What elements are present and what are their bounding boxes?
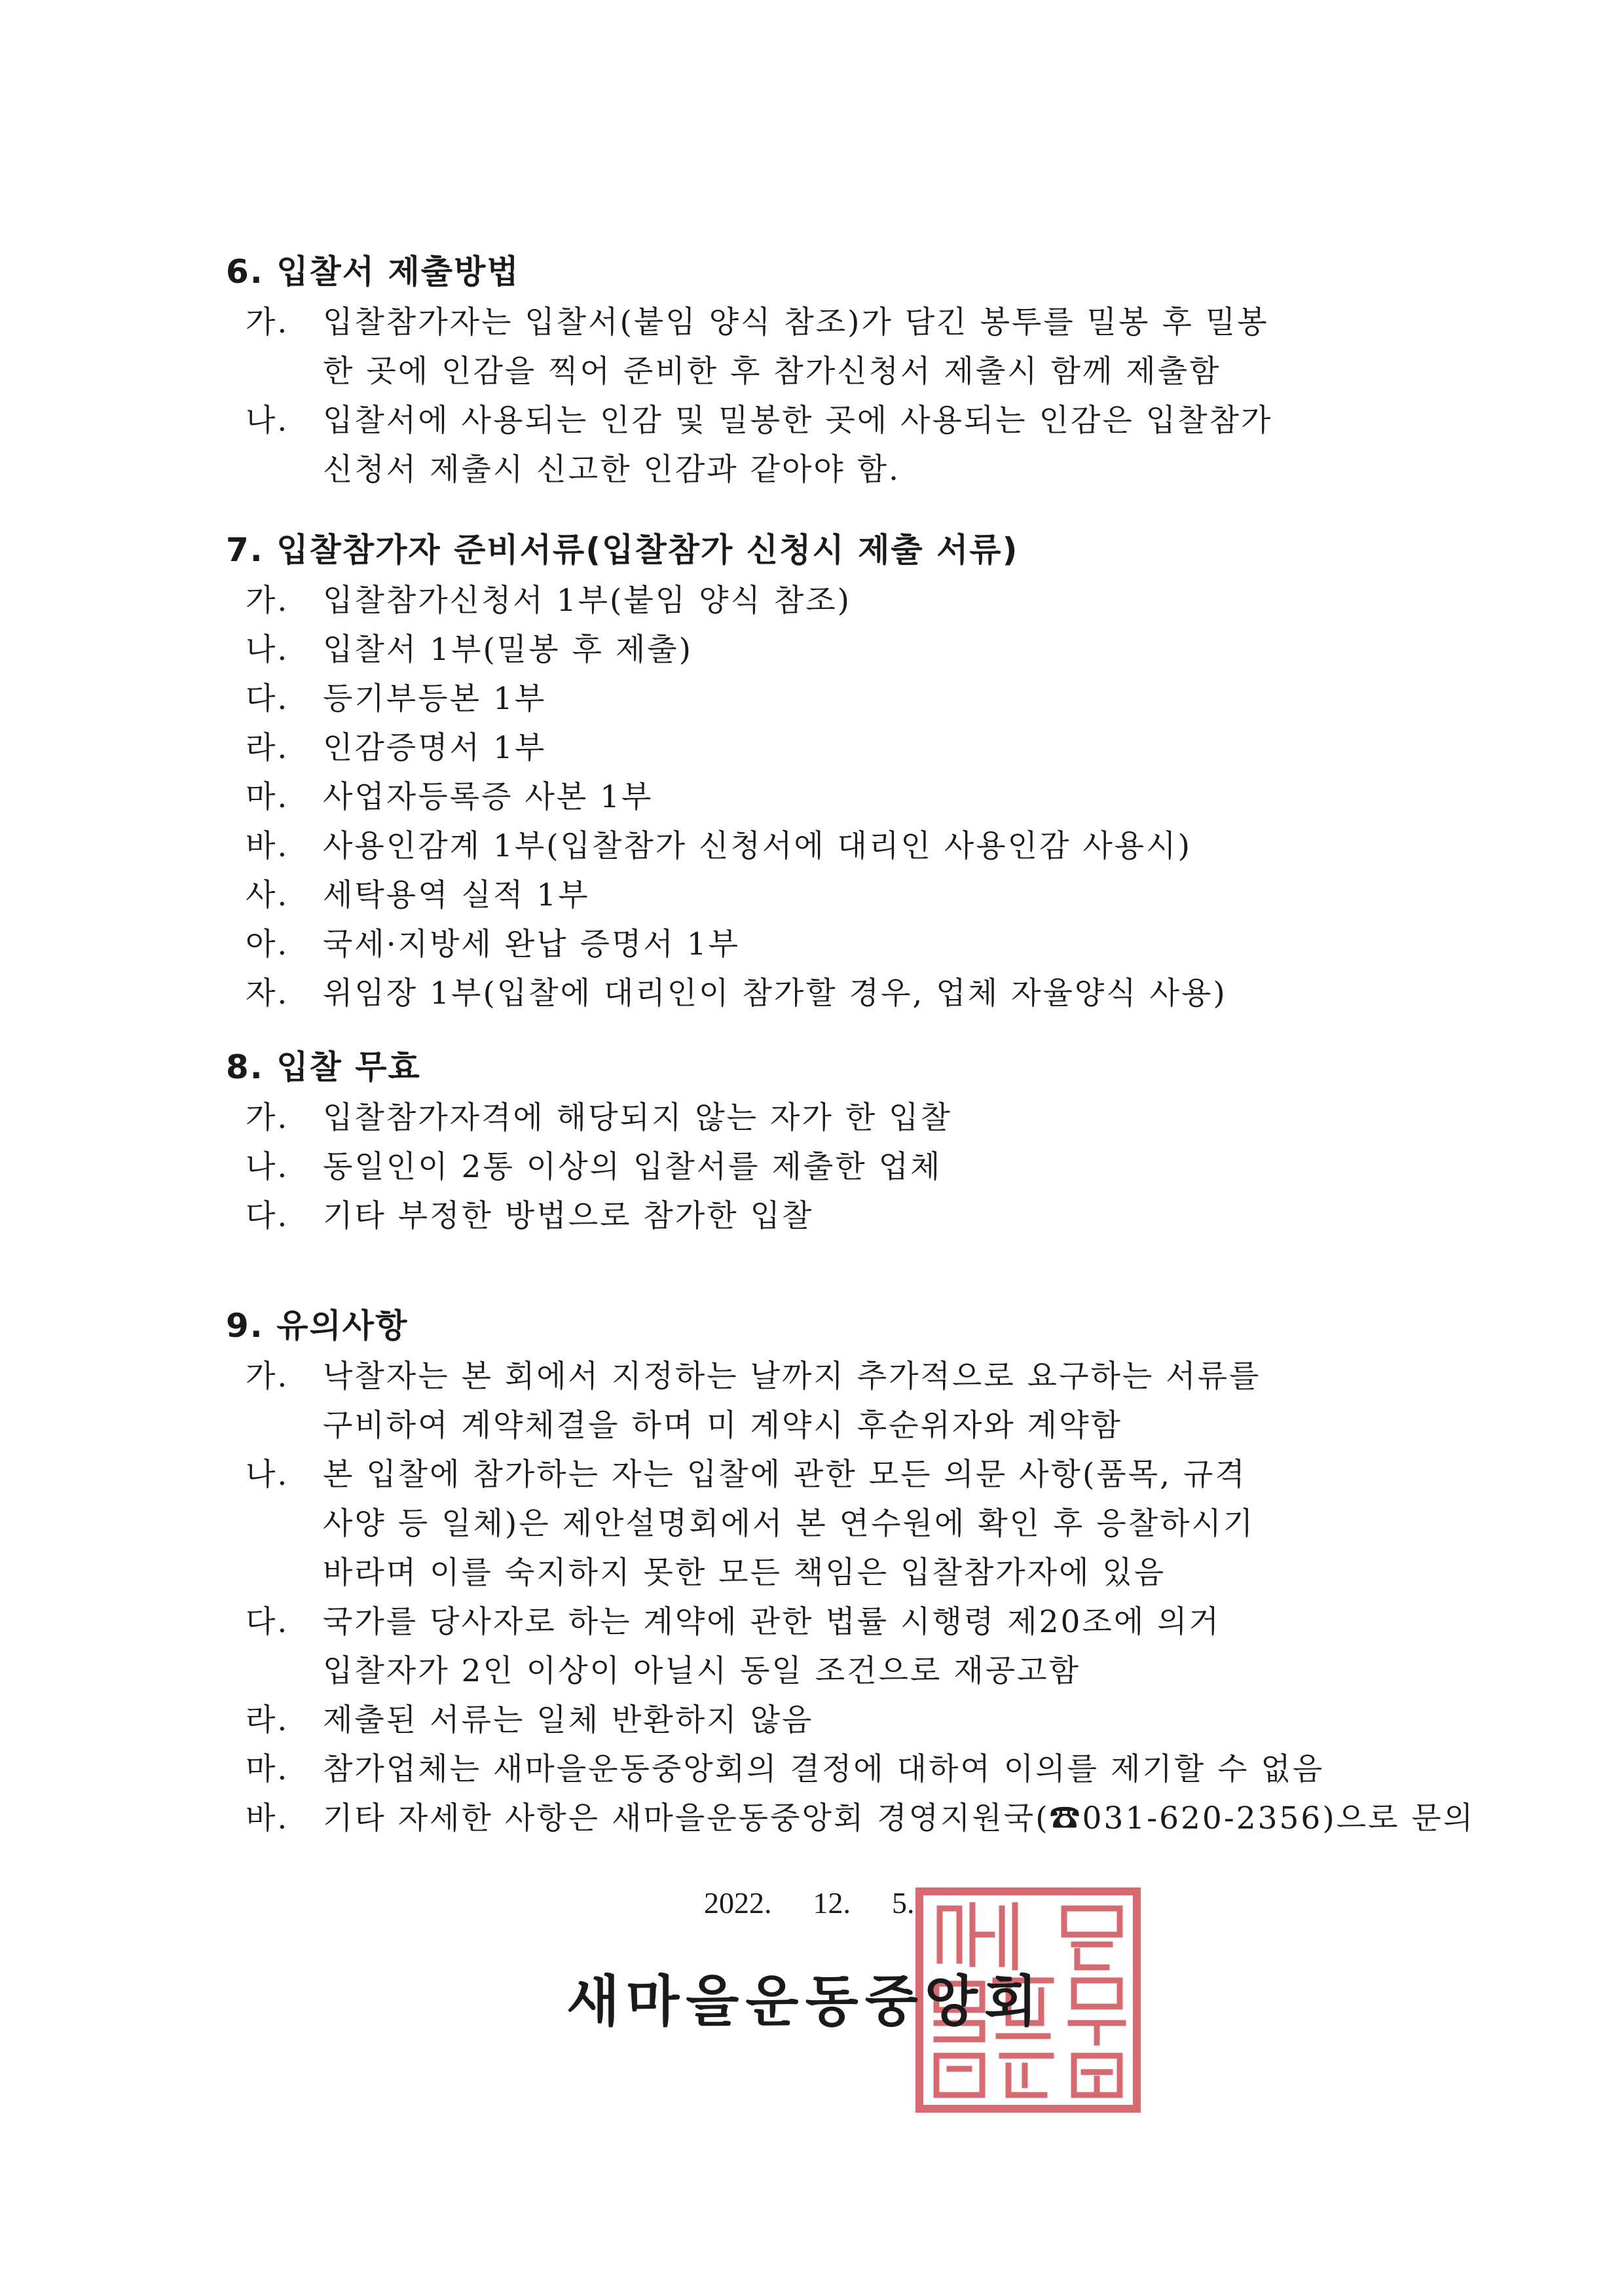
list-item: [246, 1794, 1475, 1843]
list-item: [246, 969, 1405, 1018]
item-marker: 라.: [246, 1702, 289, 1738]
list-item: [246, 1450, 1405, 1597]
section-8: [226, 1041, 1405, 1241]
section-heading: 8. 입찰 무효: [226, 1048, 421, 1086]
item-text: 제출된 서류는 일체 반환하지 않음: [323, 1702, 814, 1738]
list-item: [246, 871, 1405, 920]
item-text: 사용인감계 1부(입찰참가 신청서에 대리인 사용인감 사용시): [323, 828, 1192, 864]
item-marker: 바.: [246, 828, 289, 864]
list-item: [246, 576, 1405, 625]
list-item: [246, 1192, 1405, 1241]
item-marker: 나.: [246, 1457, 289, 1493]
organization-name: 새마을운동중앙회: [566, 1969, 1044, 2033]
list-item: [246, 396, 1405, 494]
section-heading: 6. 입찰서 제출방법: [226, 253, 520, 291]
item-text: 바라며 이를 숙지하지 못한 모든 책임은 입찰참가자에 있음: [323, 1555, 1166, 1591]
list-item: [246, 723, 1405, 773]
item-marker: 바.: [246, 1800, 289, 1836]
list-item: [246, 674, 1405, 723]
item-marker: 가.: [246, 304, 289, 340]
item-text: 사업자등록증 사본 1부: [323, 779, 654, 815]
list-item: [246, 1352, 1405, 1450]
item-text: 입찰자가 2인 이상이 아닐시 동일 조건으로 재공고함: [323, 1653, 1080, 1689]
item-text: 등기부등본 1부: [323, 681, 547, 717]
item-text: 입찰참가자는 입찰서(붙임 양식 참조)가 담긴 봉투를 밀봉 후 밀봉: [323, 304, 1269, 340]
list-item: [246, 773, 1405, 822]
list-item: [246, 1142, 1405, 1192]
item-text: 입찰참가신청서 1부(붙임 양식 참조): [323, 583, 852, 619]
section-7: [226, 524, 1405, 1018]
list-item: [246, 920, 1405, 969]
item-text: 사양 등 일체)은 제안설명회에서 본 연수원에 확인 후 응찰하시기: [323, 1506, 1255, 1542]
item-marker: 사.: [246, 877, 289, 913]
item-marker: 나.: [246, 1149, 289, 1185]
list-item: [246, 1597, 1405, 1696]
section-heading: 9. 유의사항: [226, 1307, 409, 1345]
item-text: 낙찰자는 본 회에서 지정하는 날까지 추가적으로 요구하는 서류를: [323, 1358, 1261, 1394]
list-item: [246, 625, 1405, 674]
item-text: 위임장 1부(입찰에 대리인이 참가할 경우, 업체 자율양식 사용): [323, 975, 1227, 1011]
item-text: 국가를 당사자로 하는 계약에 관한 법률 시행령 제20조에 의거: [323, 1604, 1221, 1640]
item-text: 인감증명서 1부: [323, 730, 547, 766]
item-text: 한 곳에 인감을 찍어 준비한 후 참가신청서 제출시 함께 제출함: [323, 354, 1221, 390]
item-marker: 가.: [246, 1100, 289, 1136]
item-text: 기타 자세한 사항은 새마을운동중앙회 경영지원국(☎031-620-2356)으로 문의: [323, 1800, 1475, 1836]
item-marker: 다.: [246, 681, 289, 717]
item-text: 본 입찰에 참가하는 자는 입찰에 관한 모든 의문 사항(품목, 규격: [323, 1457, 1247, 1493]
item-text: 구비하여 계약체결을 하며 미 계약시 후순위자와 계약함: [323, 1408, 1122, 1444]
item-text: 세탁용역 실적 1부: [323, 877, 590, 913]
item-marker: 자.: [246, 975, 289, 1011]
item-text: 기타 부정한 방법으로 참가한 입찰: [323, 1198, 814, 1234]
list-item: [246, 1745, 1405, 1794]
section-6: [226, 246, 1405, 494]
item-marker: 나.: [246, 403, 289, 439]
item-text: 입찰서에 사용되는 인감 및 밀봉한 곳에 사용되는 인감은 입찰참가: [323, 403, 1273, 439]
item-text: 국세·지방세 완납 증명서 1부: [323, 926, 741, 962]
item-marker: 다.: [246, 1604, 289, 1640]
list-item: [246, 822, 1405, 871]
section-9: [226, 1300, 1475, 1843]
item-text: 동일인이 2통 이상의 입찰서를 제출한 업체: [323, 1149, 942, 1185]
item-marker: 다.: [246, 1198, 289, 1234]
list-item: [246, 1696, 1405, 1745]
section-heading: 7. 입찰참가자 준비서류(입찰참가 신청시 제출 서류): [226, 531, 1019, 569]
item-marker: 나.: [246, 632, 289, 668]
item-marker: 마.: [246, 1751, 289, 1787]
item-marker: 가.: [246, 1358, 289, 1394]
list-item: [246, 298, 1405, 396]
document-date: 2022. 12. 5.: [704, 1886, 915, 1920]
list-item: [246, 1093, 1405, 1142]
item-marker: 아.: [246, 926, 289, 962]
item-marker: 가.: [246, 583, 289, 619]
item-marker: 라.: [246, 730, 289, 766]
item-marker: 마.: [246, 779, 289, 815]
item-text: 신청서 제출시 신고한 인감과 같아야 함.: [323, 452, 901, 488]
item-text: 입찰참가자격에 해당되지 않는 자가 한 입찰: [323, 1100, 952, 1136]
item-text: 입찰서 1부(밀봉 후 제출): [323, 632, 693, 668]
item-text: 참가업체는 새마을운동중앙회의 결정에 대하여 이의를 제기할 수 없음: [323, 1751, 1325, 1787]
